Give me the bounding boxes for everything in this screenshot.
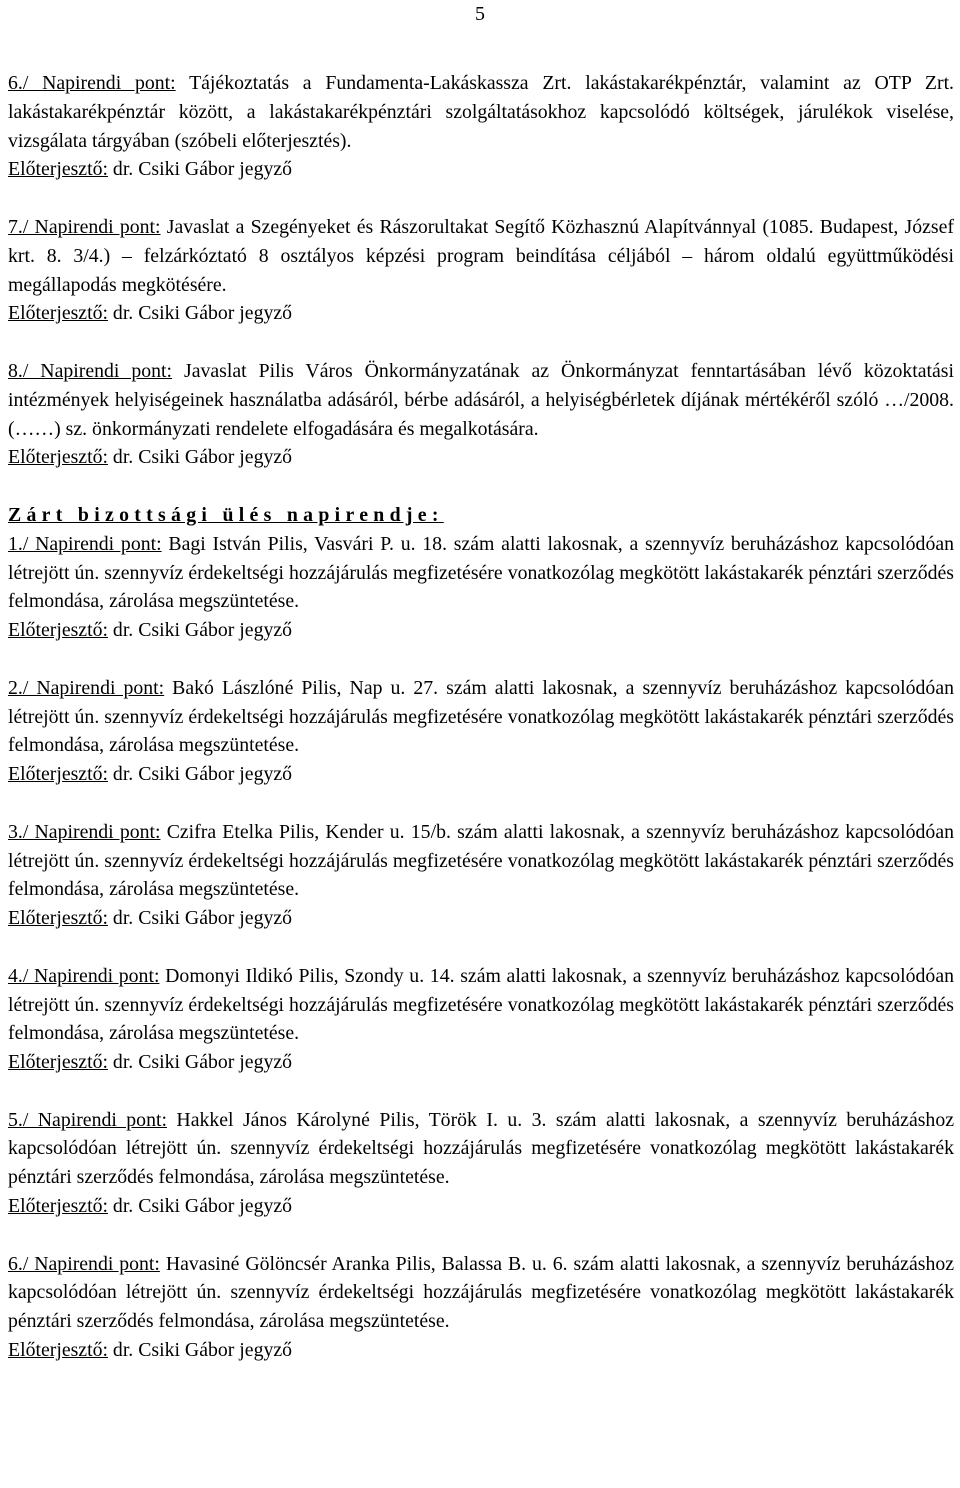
agenda-item-text: 2./ Napirendi pont: Bakó Lászlóné Pilis, Nap u. 27. szám alatti lakosnak, a szennyvíz beruházáshoz kapcsolódóan létrejött ún. szennyvíz érdekeltségi hozzájárulás megfizetésére vonatkozólag megkötött lakástakarék pénztári szerződés felmondása, zárolása megszüntetése. [8, 676, 954, 757]
closed-agenda-item-4 [8, 962, 954, 1077]
presenter-name: dr. Csiki Gábor jegyző [112, 1051, 293, 1074]
presenter-label: Előterjesztő: [8, 1339, 108, 1362]
agenda-item-6 [8, 69, 954, 184]
presenter-line [8, 1336, 954, 1365]
agenda-item-number: 7./ Napirendi pont: [8, 215, 161, 238]
agenda-item-number: 4./ Napirendi pont: [8, 964, 160, 987]
closed-agenda-item-6 [8, 1250, 954, 1365]
agenda-item-text: 7./ Napirendi pont: Javaslat a Szegényeket és Rászorultakat Segítő Közhasznú Alapítvánnyal (1085. Budapest, József krt. 8. 3/4.) – felzárkóztató 8 osztályos képzési program beindítása céljából – három oldalú együttműködési megállapodás megkötésére. [8, 215, 954, 296]
closed-session-heading: Zárt bizottsági ülés napirendje: [8, 503, 444, 526]
closed-agenda-item-1 [8, 530, 954, 645]
agenda-item-text: 5./ Napirendi pont: Hakkel János Károlyné Pilis, Török I. u. 3. szám alatti lakosnak, a szennyvíz beruházáshoz kapcsolódóan létrejött ún. szennyvíz érdekeltségi hozzájárulás megfizetésére vonatkozólag megkötött lakástakarék pénztári szerződés felmondása, zárolása megszüntetése. [8, 1108, 954, 1189]
presenter-name: dr. Csiki Gábor jegyző [112, 302, 293, 325]
presenter-name: dr. Csiki Gábor jegyző [112, 1339, 293, 1362]
agenda-item-number: 2./ Napirendi pont: [8, 676, 165, 699]
presenter-line [8, 760, 954, 789]
presenter-line [8, 1048, 954, 1077]
presenter-label: Előterjesztő: [8, 1051, 108, 1074]
presenter-name: dr. Csiki Gábor jegyző [112, 446, 293, 469]
presenter-label: Előterjesztő: [8, 619, 108, 642]
document-body [8, 69, 954, 1394]
presenter-line [8, 1192, 954, 1221]
agenda-item-number: 6./ Napirendi pont: [8, 1252, 160, 1275]
closed-agenda-item-3 [8, 818, 954, 933]
presenter-line [8, 443, 954, 472]
presenter-name: dr. Csiki Gábor jegyző [112, 1195, 293, 1218]
agenda-item-number: 8./ Napirendi pont: [8, 359, 173, 382]
presenter-name: dr. Csiki Gábor jegyző [112, 763, 293, 786]
presenter-line [8, 299, 954, 328]
page-number: 5 [475, 3, 485, 25]
agenda-item-text: 3./ Napirendi pont: Czifra Etelka Pilis, Kender u. 15/b. szám alatti lakosnak, a szennyvíz beruházáshoz kapcsolódóan létrejött ún. szennyvíz érdekeltségi hozzájárulás megfizetésére vonatkozólag megkötött lakástakarék pénztári szerződés felmondása, zárolása megszüntetése. [8, 820, 954, 901]
agenda-item-text: 6./ Napirendi pont: Havasiné Gölöncsér Aranka Pilis, Balassa B. u. 6. szám alatti lakosnak, a szennyvíz beruházáshoz kapcsolódóan létrejött ún. szennyvíz érdekeltségi hozzájárulás megfizetésére vonatkozólag megkötött lakástakarék pénztári szerződés felmondása, zárolása megszüntetése. [8, 1252, 955, 1333]
agenda-item-number: 5./ Napirendi pont: [8, 1108, 167, 1131]
agenda-item-text: 6./ Napirendi pont: Tájékoztatás a Fundamenta-Lakáskassza Zrt. lakástakarékpénztár, valamint az OTP Zrt. lakástakarékpénztár között, a lakástakarékpénztári szolgáltatásokhoz kapcsolódó költségek, járulékok viselése, vizsgálata tárgyában (szóbeli előterjesztés). [8, 72, 955, 152]
presenter-name: dr. Csiki Gábor jegyző [112, 158, 293, 181]
presenter-label: Előterjesztő: [8, 446, 108, 469]
agenda-item-text: 4./ Napirendi pont: Domonyi Ildikó Pilis, Szondy u. 14. szám alatti lakosnak, a szennyvíz beruházáshoz kapcsolódóan létrejött ún. szennyvíz érdekeltségi hozzájárulás megfizetésére vonatkozólag megkötött lakástakarék pénztári szerződés felmondása, zárolása megszüntetése. [8, 964, 954, 1045]
closed-agenda-item-5 [8, 1106, 954, 1221]
presenter-name: dr. Csiki Gábor jegyző [112, 907, 293, 930]
agenda-item-number: 1./ Napirendi pont: [8, 532, 162, 555]
presenter-line [8, 904, 954, 933]
closed-agenda-item-2 [8, 674, 954, 789]
agenda-item-number: 3./ Napirendi pont: [8, 820, 161, 843]
agenda-item-7 [8, 213, 954, 328]
presenter-label: Előterjesztő: [8, 763, 108, 786]
presenter-label: Előterjesztő: [8, 1195, 108, 1218]
agenda-item-text: 8./ Napirendi pont: Javaslat Pilis Város Önkormányzatának az Önkormányzat fenntartásában lévő közoktatási intézmények helyiségeinek használatba adásáról, bérbe adásáról, a helyiségbérletek díjának mértékéről szóló …/2008. (……) sz. önkormányzati rendelete elfogadására és megalkotására. [8, 359, 954, 440]
agenda-item-number: 6./ Napirendi pont: [8, 72, 176, 94]
presenter-name: dr. Csiki Gábor jegyző [112, 619, 293, 642]
agenda-item-8 [8, 357, 954, 472]
presenter-label: Előterjesztő: [8, 907, 108, 930]
presenter-label: Előterjesztő: [8, 158, 108, 181]
presenter-line [8, 155, 954, 184]
presenter-label: Előterjesztő: [8, 302, 108, 325]
presenter-line [8, 616, 954, 645]
agenda-item-text: 1./ Napirendi pont: Bagi István Pilis, Vasvári P. u. 18. szám alatti lakosnak, a szennyvíz beruházáshoz kapcsolódóan létrejött ún. szennyvíz érdekeltségi hozzájárulás megfizetésére vonatkozólag megkötött lakástakarék pénztári szerződés felmondása, zárolása megszüntetése. [8, 532, 955, 613]
